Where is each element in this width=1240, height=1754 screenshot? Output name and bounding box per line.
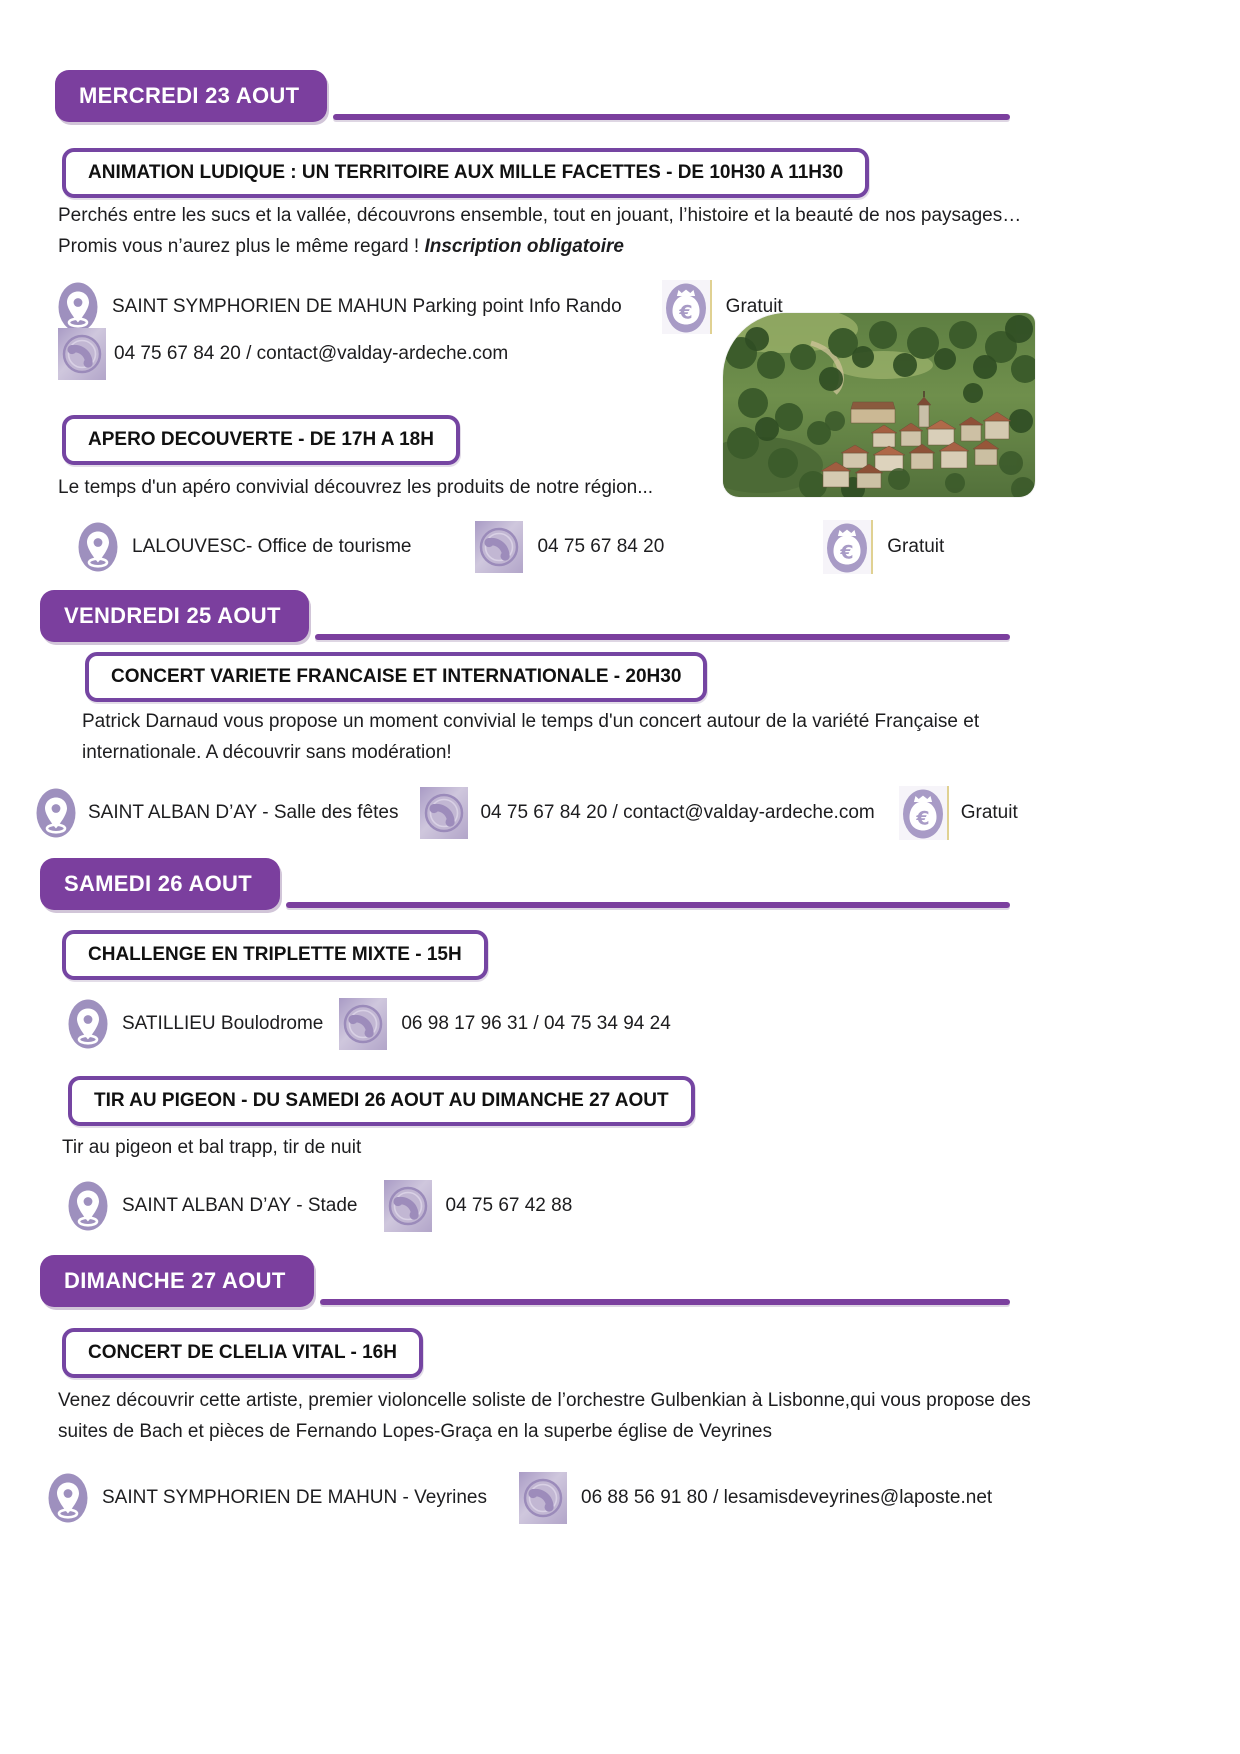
event-location: SAINT SYMPHORIEN DE MAHUN Parking point Info Rando bbox=[112, 296, 622, 317]
euro-money-bag-icon bbox=[899, 786, 949, 840]
event-phone: 04 75 67 84 20 / contact@valday-ardeche.com bbox=[480, 802, 875, 823]
location-pin-icon bbox=[48, 1473, 88, 1523]
event-phone-row bbox=[58, 328, 508, 380]
event-title-concert-clelia: CONCERT DE CLELIA VITAL - 16H bbox=[62, 1328, 423, 1378]
event-info-row bbox=[68, 1180, 572, 1232]
event-location: SAINT SYMPHORIEN DE MAHUN - Veyrines bbox=[102, 1487, 488, 1508]
event-description bbox=[62, 1132, 862, 1163]
phone-handset-icon bbox=[420, 787, 468, 839]
event-location: SATILLIEU Boulodrome bbox=[122, 1013, 324, 1034]
day-header-mercredi bbox=[55, 70, 1010, 122]
description-text: Patrick Darnaud vous propose un moment convivial le temps d'un concert autour de la variété Française et internationale. A découvrir sans modération! bbox=[82, 711, 980, 764]
day-label: MERCREDI 23 AOUT bbox=[79, 83, 300, 108]
day-header-vendredi bbox=[40, 590, 1010, 642]
event-info-row bbox=[36, 786, 1018, 840]
event-title-challenge-triplette: CHALLENGE EN TRIPLETTE MIXTE - 15H bbox=[62, 930, 488, 980]
phone-handset-icon bbox=[519, 1472, 567, 1524]
event-location: SAINT ALBAN D’AY - Stade bbox=[122, 1195, 358, 1216]
event-info-row bbox=[68, 998, 671, 1050]
day-banner bbox=[55, 70, 327, 122]
description-text: Tir au pigeon et bal trapp, tir de nuit bbox=[62, 1137, 362, 1158]
location-pin-icon bbox=[58, 282, 98, 332]
event-info-row bbox=[78, 520, 944, 574]
day-banner bbox=[40, 1255, 314, 1307]
day-label: VENDREDI 25 AOUT bbox=[64, 603, 281, 628]
event-description bbox=[82, 706, 1002, 769]
event-location: SAINT ALBAN D’AY - Salle des fêtes bbox=[88, 802, 399, 823]
day-underline bbox=[315, 634, 1010, 640]
day-header-dimanche bbox=[40, 1255, 1010, 1307]
description-emphasis: Inscription obligatoire bbox=[424, 236, 624, 258]
event-price: Gratuit bbox=[887, 536, 945, 557]
day-banner bbox=[40, 590, 309, 642]
phone-handset-icon bbox=[339, 998, 387, 1050]
phone-handset-icon bbox=[475, 521, 523, 573]
phone-handset-icon bbox=[58, 328, 106, 380]
event-title-apero-decouverte: APERO DECOUVERTE - DE 17H A 18H bbox=[62, 415, 460, 465]
event-price: Gratuit bbox=[960, 802, 1018, 823]
event-description bbox=[58, 200, 1023, 263]
event-phone: 06 98 17 96 31 / 04 75 34 94 24 bbox=[401, 1013, 671, 1034]
event-info-row bbox=[48, 1472, 992, 1524]
event-phone: 04 75 67 42 88 bbox=[445, 1195, 573, 1216]
description-text: Perchés entre les sucs et la vallée, découvrons ensemble, tout en jouant, l’histoire et la beauté de nos paysages… Promis vous n’aurez plus le même regard ! bbox=[58, 205, 1022, 258]
day-header-samedi bbox=[40, 858, 1010, 910]
euro-money-bag-icon bbox=[823, 520, 873, 574]
day-label: DIMANCHE 27 AOUT bbox=[64, 1268, 286, 1293]
event-location: LALOUVESC- Office de tourisme bbox=[132, 536, 412, 557]
location-pin-icon bbox=[36, 788, 76, 838]
day-underline bbox=[320, 1299, 1010, 1305]
event-description bbox=[58, 472, 718, 503]
euro-money-bag-icon bbox=[662, 280, 712, 334]
day-underline bbox=[286, 902, 1010, 908]
event-title-tir-au-pigeon: TIR AU PIGEON - DU SAMEDI 26 AOUT AU DIMANCHE 27 AOUT bbox=[68, 1076, 695, 1126]
event-title-concert-variete: CONCERT VARIETE FRANCAISE ET INTERNATIONALE - 20H30 bbox=[85, 652, 707, 702]
event-price: Gratuit bbox=[725, 296, 783, 317]
location-pin-icon bbox=[78, 522, 118, 572]
village-photo bbox=[723, 313, 1035, 497]
day-label: SAMEDI 26 AOUT bbox=[64, 871, 252, 896]
event-info-row bbox=[58, 280, 783, 334]
day-banner bbox=[40, 858, 280, 910]
description-text: Venez découvrir cette artiste, premier violoncelle soliste de l’orchestre Gulbenkian à Lisbonne,qui vous propose des suites de Bach et pièces de Fernando Lopes-Graça en la superbe église de Veyrines bbox=[58, 1390, 1031, 1443]
event-description bbox=[58, 1385, 1043, 1448]
event-phone: 04 75 67 84 20 bbox=[537, 536, 665, 557]
event-phone: 04 75 67 84 20 / contact@valday-ardeche.com bbox=[114, 343, 509, 364]
event-title-animation-ludique: ANIMATION LUDIQUE : UN TERRITOIRE AUX MILLE FACETTES - DE 10H30 A 11H30 bbox=[62, 148, 869, 198]
description-text: Le temps d'un apéro convivial découvrez les produits de notre région... bbox=[58, 477, 654, 498]
event-phone: 06 88 56 91 80 / lesamisdeveyrines@laposte.net bbox=[581, 1487, 993, 1508]
day-underline bbox=[333, 114, 1010, 120]
phone-handset-icon bbox=[384, 1180, 432, 1232]
location-pin-icon bbox=[68, 1181, 108, 1231]
location-pin-icon bbox=[68, 999, 108, 1049]
